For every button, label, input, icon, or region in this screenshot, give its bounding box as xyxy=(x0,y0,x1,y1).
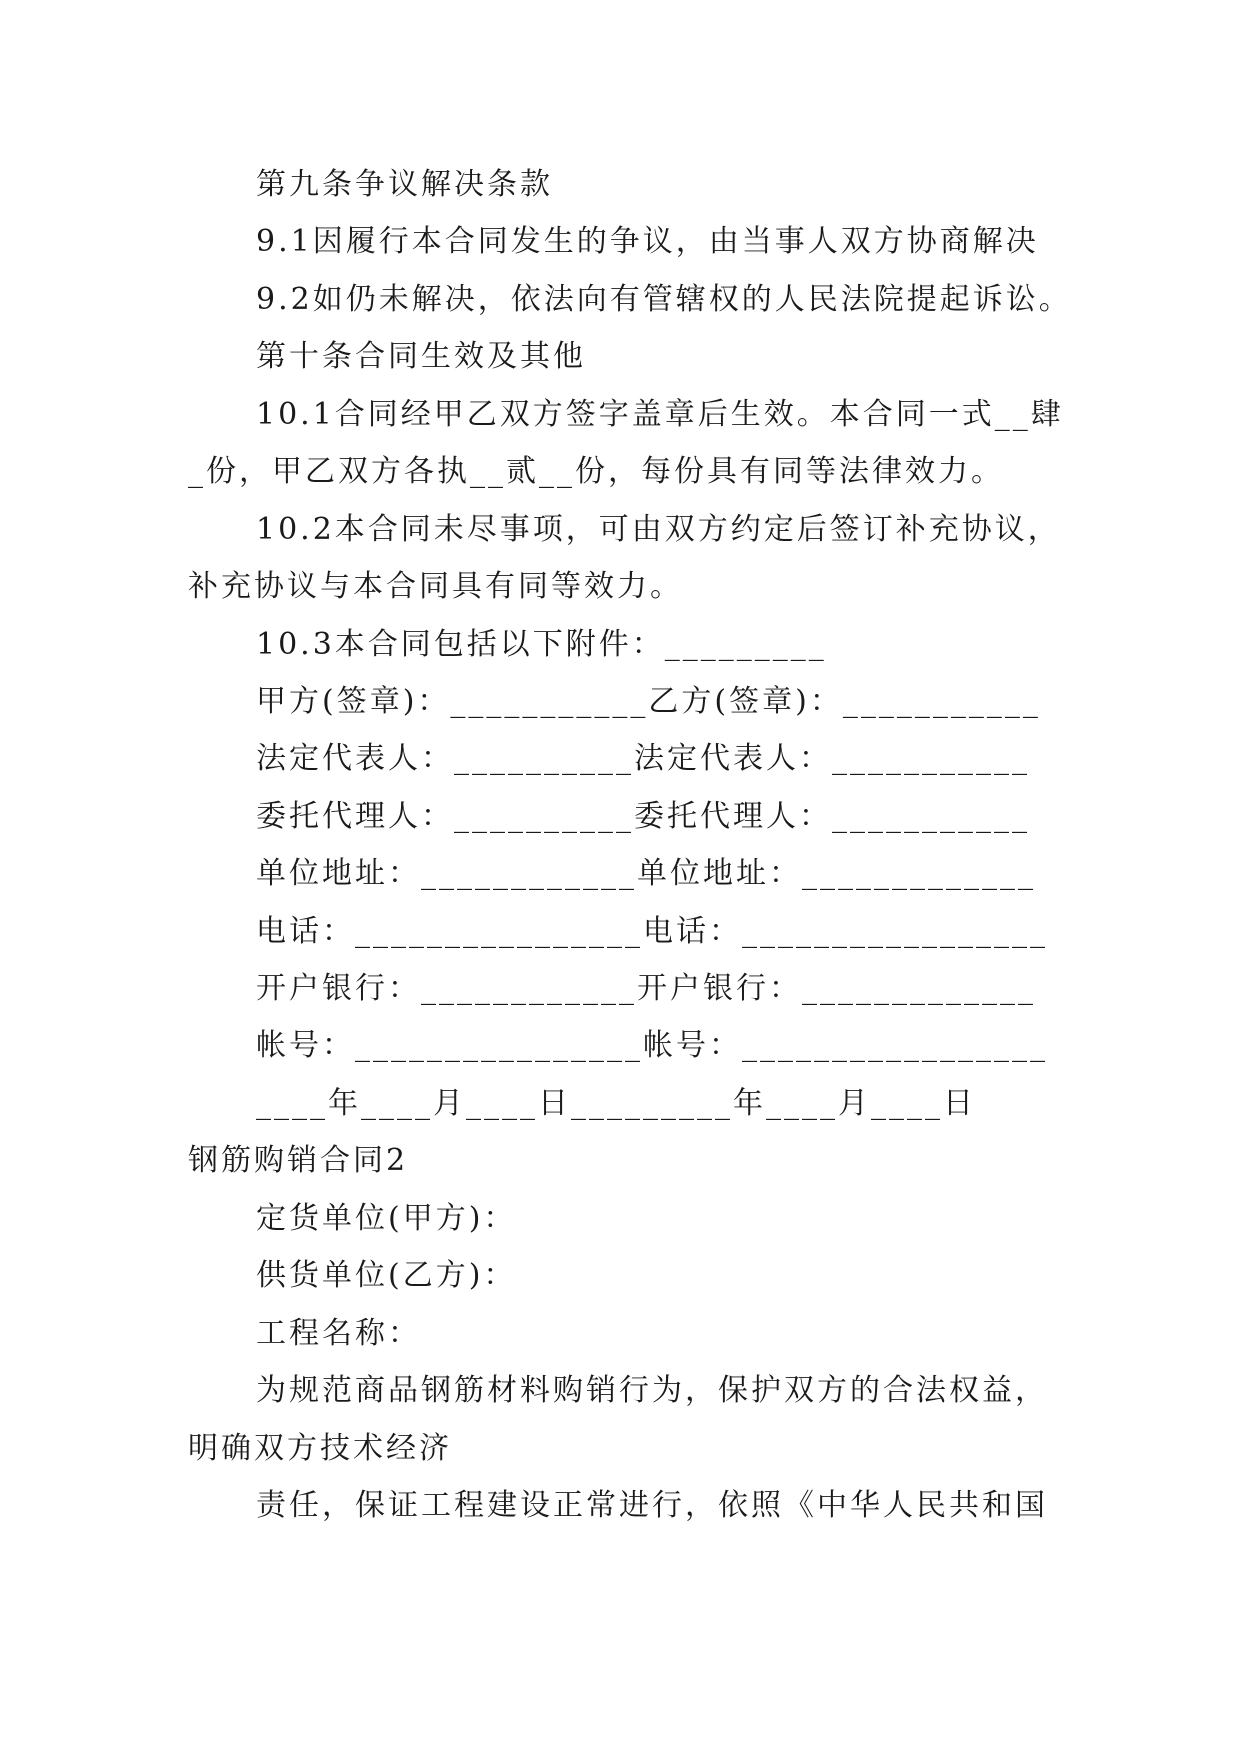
project-name: 工程名称： xyxy=(256,1316,421,1351)
clause-10-1-continued: _份，甲乙双方各执__贰__份，每份具有同等法律效力。 xyxy=(188,454,1004,489)
clause-9-2: 9.2如仍未解决，依法向有管辖权的人民法院提起诉讼。 xyxy=(256,282,1072,317)
article-10-heading: 第十条合同生效及其他 xyxy=(256,339,586,374)
clause-9-1: 9.1因履行本合同发生的争议，由当事人双方协商解决 xyxy=(256,224,1039,259)
bank-row: 开户银行：____________开户银行：_____________ xyxy=(256,971,1036,1006)
ordering-party: 定货单位(甲方)： xyxy=(256,1201,517,1236)
preamble-line-1: 为规范商品钢筋材料购销行为，保护双方的合法权益， xyxy=(256,1373,1048,1408)
legal-representative-row: 法定代表人：__________法定代表人：___________ xyxy=(256,741,1030,776)
article-9-heading: 第九条争议解决条款 xyxy=(256,167,553,202)
account-row: 帐号：________________帐号：_________________ xyxy=(256,1028,1048,1063)
preamble-line-2: 明确双方技术经济 xyxy=(188,1431,452,1466)
supplying-party: 供货单位(乙方)： xyxy=(256,1258,517,1293)
phone-row: 电话：________________电话：_________________ xyxy=(256,914,1048,949)
clause-10-2-continued: 补充协议与本合同具有同等效力。 xyxy=(188,569,683,604)
clause-10-2: 10.2本合同未尽事项，可由双方约定后签订补充协议， xyxy=(256,512,1061,547)
signature-seal-row: 甲方(签章)：___________乙方(签章)：___________ xyxy=(256,684,1041,719)
clause-10-1: 10.1合同经甲乙双方签字盖章后生效。本合同一式__肆 xyxy=(256,397,1064,432)
clause-10-3: 10.3本合同包括以下附件：_________ xyxy=(256,627,827,662)
authorized-agent-row: 委托代理人：__________委托代理人：___________ xyxy=(256,799,1030,834)
contract-2-title: 钢筋购销合同2 xyxy=(188,1143,409,1178)
preamble-line-3: 责任，保证工程建设正常进行，依照《中华人民共和国 xyxy=(256,1488,1048,1523)
address-row: 单位地址：____________单位地址：_____________ xyxy=(256,856,1036,891)
date-row: ____年____月____日_________年____月____日 xyxy=(256,1086,976,1121)
